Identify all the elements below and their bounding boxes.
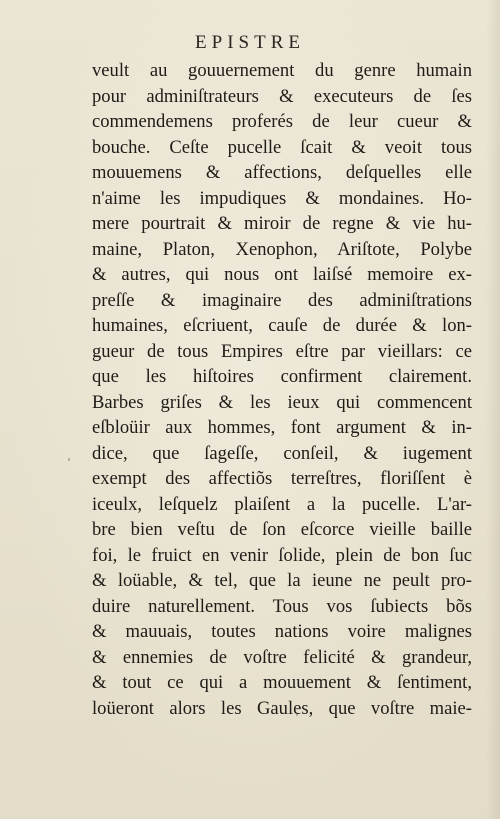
text-line: & tout ce qui a mouuement & ſentiment,: [92, 672, 472, 693]
text-line: exempt des affectiõs terreſtres, floriſſent è: [92, 468, 472, 489]
text-line: gueur de tous Empires eſtre par vieillars: ce: [92, 340, 472, 362]
text-line: eſbloüir aux hommes, font argument & in-: [92, 417, 472, 438]
text-line: mouuemens & affections, deſquelles elle: [92, 162, 472, 183]
text-line: & mauuais, toutes nations voire malignes: [92, 621, 472, 642]
text-line: preſſe & imaginaire des adminiſtrations: [92, 289, 472, 311]
running-head: EPISTRE: [195, 32, 305, 53]
text-line: foi, le fruict en venir ſolide, plein de bon ſuc: [92, 544, 472, 566]
text-line: duire naturellement. Tous vos ſubiects bõs: [92, 595, 472, 617]
text-line: & autres, qui nous ont laiſsé memoire ex-: [92, 264, 472, 285]
page-edge-shadow: [486, 0, 500, 819]
text-line: iceulx, leſquelz plaiſent a la pucelle. L'ar-: [92, 493, 472, 515]
text-line: & loüable, & tel, que la ieune ne peult pro-: [92, 570, 472, 591]
text-line: loüeront alors les Gaules, que voſtre maie-: [92, 697, 472, 719]
paper-speck: [68, 458, 70, 461]
text-line: n'aime les impudiques & mondaines. Ho-: [92, 187, 472, 209]
text-line: bre bien veſtu de ſon eſcorce vieille baille: [92, 519, 472, 540]
paper-speck: [296, 713, 298, 716]
text-line: mere pourtrait & miroir de regne & vie hu-: [92, 213, 472, 234]
text-line: pour adminiſtrateurs & executeurs de ſes: [92, 85, 472, 107]
text-line: commendemens proferés de leur cueur &: [92, 111, 472, 132]
text-line: maine, Platon, Xenophon, Ariſtote, Polybe: [92, 238, 472, 260]
text-line: que les hiſtoires confirment clairement.: [92, 366, 472, 387]
text-line: & ennemies de voſtre felicité & grandeur,: [92, 646, 472, 668]
text-line: humaines, eſcriuent, cauſe de durée & lon-: [92, 315, 472, 336]
text-line: Barbes griſes & les ieux qui commencent: [92, 391, 472, 413]
text-line: dice, que ſageſſe, conſeil, & iugement: [92, 442, 472, 464]
text-line: veult au gouuernement du genre humain: [92, 60, 472, 81]
body-text: [92, 58, 472, 721]
text-line: bouche. Ceſte pucelle ſcait & veoit tous: [92, 136, 472, 158]
